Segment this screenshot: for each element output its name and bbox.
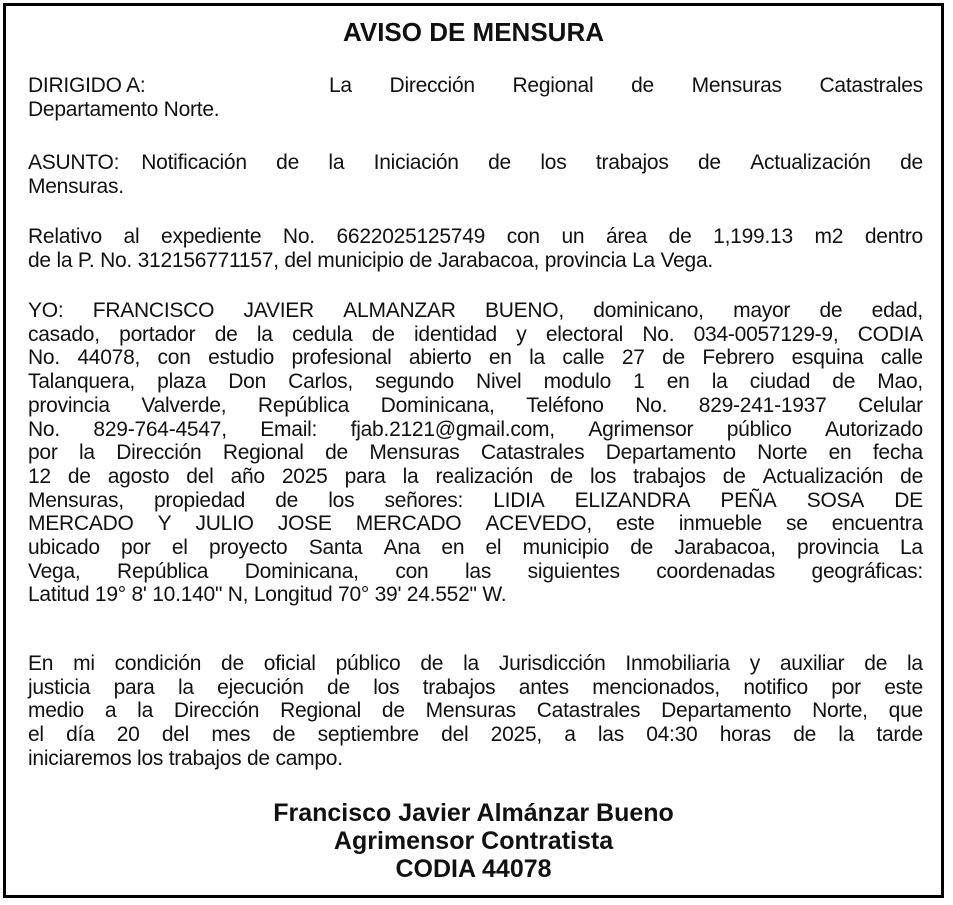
declarant-line: YO: FRANCISCO JAVIER ALMANZAR BUENO, dominicano, mayor de edad, [28,299,923,322]
declarant-line: ubicado por el proyecto Santa Ana en el municipio de Jarabacoa, provincia La [28,536,923,560]
dirigido-paragraph [28,74,923,121]
signature-block [6,799,941,883]
notice-title: AVISO DE MENSURA [343,17,604,47]
signature-role: Agrimensor Contratista [333,827,614,855]
signature-codia: CODIA 44078 [395,855,552,883]
declarant-line: casado, portador de la cedula de identidad y electoral No. 034-0057129-9, CODIA [28,322,923,346]
dirigido-recipient: La Dirección Regional de Mensuras Catastrales [329,74,923,97]
asunto-line-2: Mensuras. [28,174,124,198]
signature-name: Francisco Javier Almánzar Bueno [273,799,674,827]
relativo-line-1: Relativo al expediente No. 6622025125749 con un área de 1,199.13 m2 dentro [28,225,923,248]
declarant-line: Latitud 19° 8' 10.140" N, Longitud 70° 39' 24.552" W. [28,583,507,607]
declarant-line: No. 44078, con estudio profesional abierto en la calle 27 de Febrero esquina calle [28,346,923,370]
notification-line: medio a la Dirección Regional de Mensuras Catastrales Departamento Norte, que [28,699,923,723]
asunto-label: ASUNTO: [28,151,120,174]
notification-line: justicia para la ejecución de los trabajos antes mencionados, notifico por este [28,675,923,699]
asunto-line-1 [28,151,923,175]
notification-line: iniciaremos los trabajos de campo. [28,746,343,770]
notice-frame [3,3,944,898]
declarant-line: por la Dirección Regional de Mensuras Catastrales Departamento Norte en fecha [28,441,923,465]
declarant-line: 12 de agosto del año 2025 para la realización de los trabajos de Actualización de [28,464,923,488]
notification-line: el día 20 del mes de septiembre del 2025, a las 04:30 horas de la tarde [28,723,923,747]
declarant-paragraph [28,299,923,607]
dirigido-label: DIRIGIDO A: [28,74,146,97]
declarant-line: No. 829-764-4547, Email: fjab.2121@gmail.com, Agrimensor público Autorizado [28,417,923,441]
relativo-line-2: de la P. No. 312156771157, del municipio de Jarabacoa, provincia La Vega. [28,248,713,272]
declarant-line: Mensuras, propiedad de los señores: LIDIA ELIZANDRA PEÑA SOSA DE [28,488,923,512]
declarant-line: provincia Valverde, República Dominicana, Teléfono No. 829-241-1937 Celular [28,393,923,417]
declarant-line: MERCADO Y JULIO JOSE MERCADO ACEVEDO, este inmueble se encuentra [28,512,923,536]
asunto-paragraph [28,151,923,198]
dirigido-line-1 [28,74,923,98]
relativo-paragraph [28,225,923,272]
declarant-line: Talanquera, plaza Don Carlos, segundo Nivel modulo 1 en la ciudad de Mao, [28,370,923,394]
notification-paragraph [28,652,923,771]
declarant-line: Vega, República Dominicana, con las siguientes coordenadas geográficas: [28,559,923,583]
dirigido-line-2: Departamento Norte. [28,97,220,121]
notification-line: En mi condición de oficial público de la Jurisdicción Inmobiliaria y auxiliar de la [28,652,923,675]
asunto-subject: Notificación de la Iniciación de los trabajos de Actualización de [141,151,923,174]
